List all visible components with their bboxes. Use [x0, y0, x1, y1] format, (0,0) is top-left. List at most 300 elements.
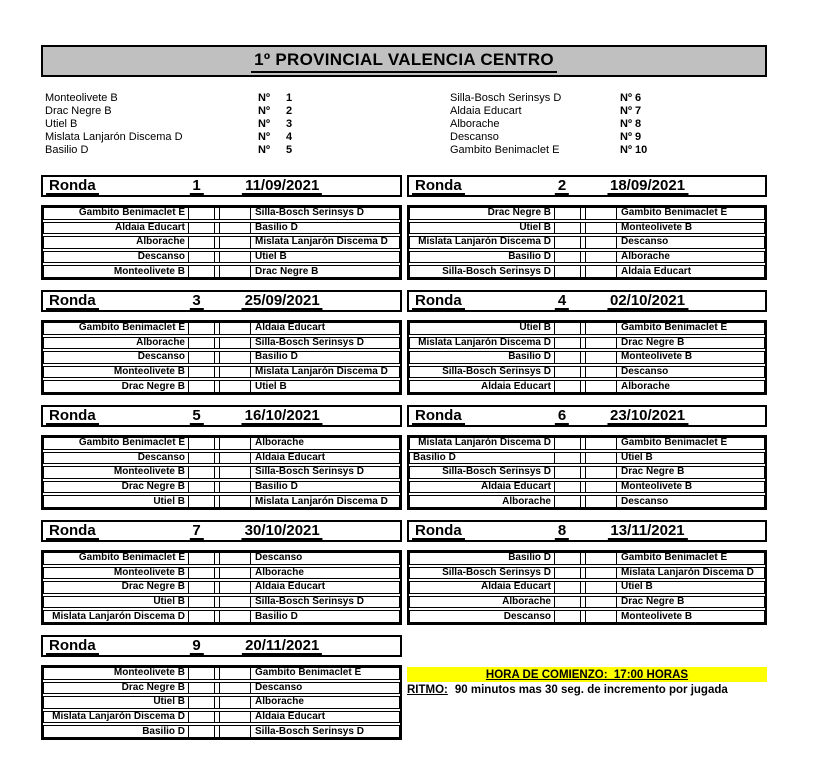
team-name: Alborache	[450, 118, 500, 130]
ronda-label: Ronda	[46, 408, 99, 425]
ritmo-label: RITMO:	[407, 684, 448, 696]
score-cell-left	[189, 367, 215, 378]
start-time-note	[407, 667, 767, 682]
round-block-1	[41, 175, 402, 280]
away-team-cell: Silla-Bosch Serinsys D	[255, 208, 364, 219]
score-cell-right	[585, 482, 617, 493]
score-cell-left	[189, 208, 215, 219]
page-title: 1º PROVINCIAL VALENCIA CENTRO	[251, 50, 557, 73]
away-team-cell: Utiel B	[621, 452, 653, 463]
pairing-row	[43, 696, 400, 709]
home-team-cell: Utiel B	[44, 697, 189, 708]
pairing-row	[43, 581, 400, 594]
score-cell-left	[189, 266, 215, 277]
score-cell-left	[189, 453, 215, 464]
team-row	[45, 92, 345, 105]
home-team-cell: Descanso	[410, 611, 555, 622]
pairing-row	[43, 222, 400, 235]
pairing-row	[43, 552, 400, 565]
pairing-row	[43, 452, 400, 465]
team-list-left	[45, 92, 345, 157]
away-team-cell: Aldaia Educart	[621, 266, 692, 277]
away-team-cell: Monteolivete B	[621, 222, 693, 233]
ronda-date: 11/09/2021	[242, 178, 322, 195]
team-row	[450, 131, 750, 144]
team-name: Mislata Lanjarón Discema D	[45, 131, 183, 143]
score-cell-left	[555, 582, 581, 593]
score-cell-left	[555, 352, 581, 363]
pairing-row	[409, 207, 765, 220]
score-cell-right	[585, 381, 617, 392]
pairing-row	[43, 337, 400, 350]
home-team-cell: Silla-Bosch Serinsys D	[410, 266, 555, 277]
home-team-cell: Basilio D	[410, 352, 555, 363]
team-number: Nº 8	[620, 118, 642, 130]
score-cell-left	[189, 338, 215, 349]
start-time-text: HORA DE COMIENZO: 17:00 HORAS	[485, 668, 689, 681]
team-row	[450, 105, 750, 118]
score-cell-left	[555, 568, 581, 579]
away-team-cell: Gambito Benimaclet E	[621, 208, 728, 219]
score-cell-right	[585, 597, 617, 608]
ronda-number: 7	[189, 523, 203, 540]
score-cell-right	[219, 323, 251, 334]
home-team-cell: Alborache	[44, 338, 189, 349]
team-name: Descanso	[450, 131, 499, 143]
home-team-cell: Drac Negre B	[44, 381, 189, 392]
pairing-row	[409, 380, 765, 393]
pairings-table	[407, 205, 767, 280]
away-team-cell: Alborache	[255, 697, 304, 708]
score-cell-left	[555, 438, 581, 449]
home-team-cell: Descanso	[44, 453, 189, 464]
pairings-table	[407, 435, 767, 510]
pairing-row	[409, 437, 765, 450]
team-no-label: Nº	[258, 131, 270, 143]
score-cell-left	[555, 367, 581, 378]
team-row	[45, 144, 345, 157]
pairing-row	[43, 236, 400, 249]
score-cell-right	[219, 568, 251, 579]
ronda-label: Ronda	[412, 293, 465, 310]
pairing-row	[43, 366, 400, 379]
pairing-row	[43, 610, 400, 623]
team-name: Monteolivete B	[45, 92, 118, 104]
ronda-date: 23/10/2021	[607, 408, 688, 425]
away-team-cell: Drac Negre B	[621, 337, 685, 348]
ronda-date: 25/09/2021	[242, 293, 323, 310]
score-cell-right	[219, 553, 251, 564]
home-team-cell: Silla-Bosch Serinsys D	[410, 367, 555, 378]
ronda-date: 20/11/2021	[242, 638, 322, 655]
team-row	[45, 131, 345, 144]
pairing-row	[43, 725, 400, 738]
away-team-cell: Mislata Lanjarón Discema D	[255, 366, 388, 378]
ritmo-text: 90 minutos mas 30 seg. de incremento por jugada	[454, 684, 728, 696]
score-cell-right	[219, 611, 251, 622]
score-cell-left	[189, 582, 215, 593]
pairing-row	[409, 265, 765, 278]
score-cell-right	[585, 367, 617, 378]
score-cell-left	[189, 323, 215, 334]
away-team-cell: Silla-Bosch Serinsys D	[255, 726, 364, 737]
ronda-header	[407, 405, 767, 427]
score-cell-right	[219, 453, 251, 464]
away-team-cell: Silla-Bosch Serinsys D	[255, 596, 364, 608]
score-cell-right	[219, 582, 251, 593]
pairing-row	[43, 667, 400, 680]
away-team-cell: Aldaia Educart	[255, 323, 326, 334]
score-cell-right	[585, 266, 617, 277]
pairing-row	[43, 481, 400, 494]
score-cell-left	[189, 223, 215, 234]
team-number: 1	[286, 92, 293, 104]
score-cell-right	[219, 223, 251, 234]
away-team-cell: Mislata Lanjarón Discema D	[255, 237, 388, 248]
round-block-3	[41, 290, 402, 395]
pairing-row	[409, 481, 765, 494]
pairing-row	[409, 351, 765, 364]
away-team-cell: Basilio D	[255, 352, 298, 363]
away-team-cell: Gambito Benimaclet E	[621, 323, 728, 334]
ronda-number: 9	[189, 638, 203, 655]
ronda-number: 8	[555, 523, 569, 540]
team-row	[450, 118, 750, 131]
pairing-row	[409, 337, 765, 350]
away-team-cell: Alborache	[255, 567, 304, 578]
pairing-row	[43, 466, 400, 479]
ronda-header	[407, 290, 767, 312]
score-cell-left	[189, 712, 215, 723]
away-team-cell: Alborache	[255, 438, 304, 449]
pairing-row	[43, 437, 400, 450]
score-cell-left	[189, 683, 215, 694]
ronda-label: Ronda	[412, 408, 465, 425]
home-team-cell: Alborache	[410, 597, 555, 608]
ronda-header	[407, 175, 767, 197]
ronda-header	[41, 175, 402, 197]
home-team-cell: Aldaia Educart	[44, 223, 189, 234]
pairing-row	[409, 322, 765, 335]
score-cell-right	[219, 252, 251, 263]
home-team-cell: Gambito Benimaclet E	[44, 323, 189, 334]
home-team-cell: Aldaia Educart	[410, 582, 555, 593]
home-team-cell: Mislata Lanjarón Discema D	[410, 438, 555, 449]
score-cell-right	[219, 697, 251, 708]
home-team-cell: Aldaia Educart	[410, 381, 555, 392]
score-cell-left	[189, 381, 215, 392]
home-team-cell: Aldaia Educart	[410, 482, 555, 493]
away-team-cell: Descanso	[255, 553, 303, 564]
score-cell-left	[555, 482, 581, 493]
home-team-cell: Alborache	[44, 237, 189, 248]
away-team-cell: Drac Negre B	[621, 467, 685, 478]
round-block-8	[407, 520, 767, 625]
score-cell-left	[555, 338, 581, 349]
home-team-cell: Drac Negre B	[44, 482, 189, 493]
pairing-row	[43, 351, 400, 364]
score-cell-right	[219, 482, 251, 493]
pairing-row	[43, 711, 400, 724]
round-block-5	[41, 405, 402, 510]
pairing-row	[409, 466, 765, 479]
score-cell-right	[219, 683, 251, 694]
pairing-row	[43, 265, 400, 278]
away-team-cell: Monteolivete B	[621, 352, 693, 363]
pairings-table	[41, 205, 402, 280]
away-team-cell: Descanso	[255, 682, 303, 693]
team-number: Nº 10	[620, 144, 648, 156]
score-cell-left	[555, 381, 581, 392]
score-cell-left	[189, 597, 215, 608]
round-block-6	[407, 405, 767, 510]
score-cell-right	[585, 252, 617, 263]
score-cell-left	[189, 668, 215, 679]
team-name: Basilio D	[45, 144, 89, 156]
ronda-number: 3	[189, 293, 203, 310]
home-team-cell: Basilio D	[410, 553, 555, 564]
pairing-row	[43, 682, 400, 695]
team-number: 5	[286, 144, 293, 156]
ronda-header	[407, 520, 767, 542]
score-cell-right	[219, 712, 251, 723]
score-cell-right	[219, 438, 251, 449]
ronda-number: 2	[555, 178, 569, 195]
score-cell-left	[555, 223, 581, 234]
home-team-cell: Mislata Lanjarón Discema D	[410, 237, 555, 248]
home-team-cell: Descanso	[44, 252, 189, 263]
team-number: Nº 7	[620, 105, 642, 117]
home-team-cell: Monteolivete B	[44, 568, 189, 579]
team-name: Aldaia Educart	[450, 105, 522, 117]
away-team-cell: Basilio D	[255, 611, 298, 622]
score-cell-left	[555, 467, 581, 478]
score-cell-left	[555, 237, 581, 248]
score-cell-right	[219, 367, 251, 378]
score-cell-left	[189, 352, 215, 363]
pairing-row	[43, 380, 400, 393]
score-cell-left	[189, 726, 215, 737]
pairing-row	[409, 610, 765, 623]
home-team-cell: Monteolivete B	[44, 668, 189, 679]
score-cell-right	[585, 467, 617, 478]
home-team-cell: Mislata Lanjarón Discema D	[410, 338, 555, 349]
away-team-cell: Monteolivete B	[621, 611, 693, 622]
home-team-cell: Mislata Lanjarón Discema D	[44, 712, 189, 723]
ronda-label: Ronda	[46, 638, 99, 655]
pairing-row	[43, 596, 400, 609]
pairings-table	[41, 665, 402, 740]
away-team-cell: Drac Negre B	[621, 596, 685, 608]
home-team-cell: Drac Negre B	[44, 582, 189, 593]
score-cell-right	[219, 597, 251, 608]
pairings-table	[41, 320, 402, 395]
team-number: 3	[286, 118, 293, 130]
team-no-label: Nº	[258, 144, 270, 156]
away-team-cell: Basilio D	[255, 222, 298, 233]
score-cell-left	[555, 252, 581, 263]
score-cell-right	[585, 323, 617, 334]
score-cell-left	[555, 496, 581, 507]
ronda-header	[41, 405, 402, 427]
home-team-cell: Descanso	[44, 352, 189, 363]
team-row	[45, 105, 345, 118]
team-no-label: Nº	[258, 118, 270, 130]
score-cell-right	[585, 496, 617, 507]
home-team-cell: Utiel B	[44, 496, 189, 507]
score-cell-left	[189, 611, 215, 622]
ronda-label: Ronda	[46, 523, 99, 540]
ronda-header	[41, 290, 402, 312]
away-team-cell: Aldaia Educart	[255, 452, 326, 463]
away-team-cell: Utiel B	[255, 381, 287, 392]
ronda-number: 6	[555, 408, 569, 425]
away-team-cell: Descanso	[621, 496, 669, 507]
round-block-7	[41, 520, 402, 625]
note-block	[407, 667, 767, 740]
score-cell-right	[585, 338, 617, 349]
home-team-cell: Monteolivete B	[44, 367, 189, 378]
away-team-cell: Silla-Bosch Serinsys D	[255, 467, 364, 478]
pairing-row	[409, 581, 765, 594]
score-cell-right	[219, 237, 251, 248]
score-cell-left	[555, 597, 581, 608]
score-cell-left	[189, 482, 215, 493]
home-team-cell: Mislata Lanjarón Discema D	[44, 611, 189, 622]
away-team-cell: Utiel B	[255, 251, 287, 263]
score-cell-right	[585, 438, 617, 449]
score-cell-right	[585, 611, 617, 622]
score-cell-right	[585, 352, 617, 363]
ritmo-note	[407, 684, 767, 696]
ronda-number: 4	[555, 293, 569, 310]
score-cell-right	[219, 208, 251, 219]
away-team-cell: Gambito Benimaclet E	[255, 668, 362, 679]
home-team-cell: Utiel B	[410, 323, 555, 334]
pairing-row	[409, 251, 765, 264]
home-team-cell: Basilio D	[410, 252, 555, 263]
away-team-cell: Descanso	[621, 366, 669, 378]
home-team-cell: Basilio D	[410, 453, 555, 464]
score-cell-left	[555, 611, 581, 622]
team-row	[450, 92, 750, 105]
pairing-row	[409, 366, 765, 379]
score-cell-right	[219, 496, 251, 507]
home-team-cell: Gambito Benimaclet E	[44, 208, 189, 219]
pairing-row	[43, 567, 400, 580]
team-name: Utiel B	[45, 118, 78, 130]
score-cell-left	[555, 453, 581, 464]
score-cell-left	[189, 438, 215, 449]
home-team-cell: Basilio D	[44, 726, 189, 737]
away-team-cell: Utiel B	[621, 582, 653, 593]
score-cell-right	[219, 338, 251, 349]
home-team-cell: Utiel B	[44, 597, 189, 608]
score-cell-right	[585, 582, 617, 593]
ronda-date: 13/11/2021	[607, 523, 687, 540]
away-team-cell: Monteolivete B	[621, 481, 693, 493]
team-list-right	[450, 92, 750, 157]
score-cell-left	[189, 553, 215, 564]
score-cell-right	[219, 381, 251, 392]
team-row	[450, 144, 750, 157]
score-cell-right	[585, 208, 617, 219]
pairing-row	[409, 552, 765, 565]
team-row	[45, 118, 345, 131]
team-name: Silla-Bosch Serinsys D	[450, 92, 562, 104]
pairings-table	[407, 550, 767, 625]
home-team-cell: Gambito Benimaclet E	[44, 553, 189, 564]
score-cell-left	[555, 208, 581, 219]
team-number: 2	[286, 105, 293, 117]
team-name: Drac Negre B	[45, 105, 112, 117]
ronda-number: 1	[189, 178, 203, 195]
pairing-row	[409, 222, 765, 235]
score-cell-right	[219, 266, 251, 277]
home-team-cell: Utiel B	[410, 223, 555, 234]
score-cell-right	[585, 568, 617, 579]
home-team-cell: Drac Negre B	[44, 683, 189, 694]
away-team-cell: Mislata Lanjarón Discema D	[255, 496, 388, 507]
pairing-row	[409, 452, 765, 465]
ronda-label: Ronda	[46, 178, 99, 195]
ronda-date: 02/10/2021	[607, 293, 688, 310]
round-block-2	[407, 175, 767, 280]
pairing-row	[43, 251, 400, 264]
score-cell-left	[189, 237, 215, 248]
score-cell-left	[189, 568, 215, 579]
score-cell-right	[219, 668, 251, 679]
away-team-cell: Alborache	[621, 381, 670, 392]
away-team-cell: Gambito Benimaclet E	[621, 553, 728, 564]
ronda-header	[41, 635, 402, 657]
score-cell-right	[219, 467, 251, 478]
home-team-cell: Monteolivete B	[44, 266, 189, 277]
away-team-cell: Drac Negre B	[255, 266, 319, 277]
away-team-cell: Aldaia Educart	[255, 582, 326, 593]
score-cell-left	[555, 323, 581, 334]
score-cell-left	[189, 496, 215, 507]
pairing-row	[409, 567, 765, 580]
ronda-header	[41, 520, 402, 542]
away-team-cell: Descanso	[621, 237, 669, 248]
pairing-row	[43, 495, 400, 508]
pairings-table	[41, 435, 402, 510]
score-cell-right	[585, 223, 617, 234]
home-team-cell: Gambito Benimaclet E	[44, 438, 189, 449]
home-team-cell: Alborache	[410, 496, 555, 507]
home-team-cell: Silla-Bosch Serinsys D	[410, 467, 555, 478]
team-no-label: Nº	[258, 92, 270, 104]
ronda-label: Ronda	[46, 293, 99, 310]
team-name: Gambito Benimaclet E	[450, 144, 560, 156]
score-cell-left	[555, 266, 581, 277]
team-number: Nº 9	[620, 131, 642, 143]
score-cell-right	[585, 553, 617, 564]
score-cell-left	[555, 553, 581, 564]
pairing-row	[43, 322, 400, 335]
away-team-cell: Basilio D	[255, 481, 298, 493]
pairing-row	[409, 236, 765, 249]
score-cell-right	[219, 726, 251, 737]
team-no-label: Nº	[258, 105, 270, 117]
pairings-table	[41, 550, 402, 625]
team-number: Nº 6	[620, 92, 642, 104]
round-block-9	[41, 635, 402, 740]
ronda-label: Ronda	[412, 178, 465, 195]
away-team-cell: Gambito Benimaclet E	[621, 438, 728, 449]
score-cell-left	[189, 697, 215, 708]
